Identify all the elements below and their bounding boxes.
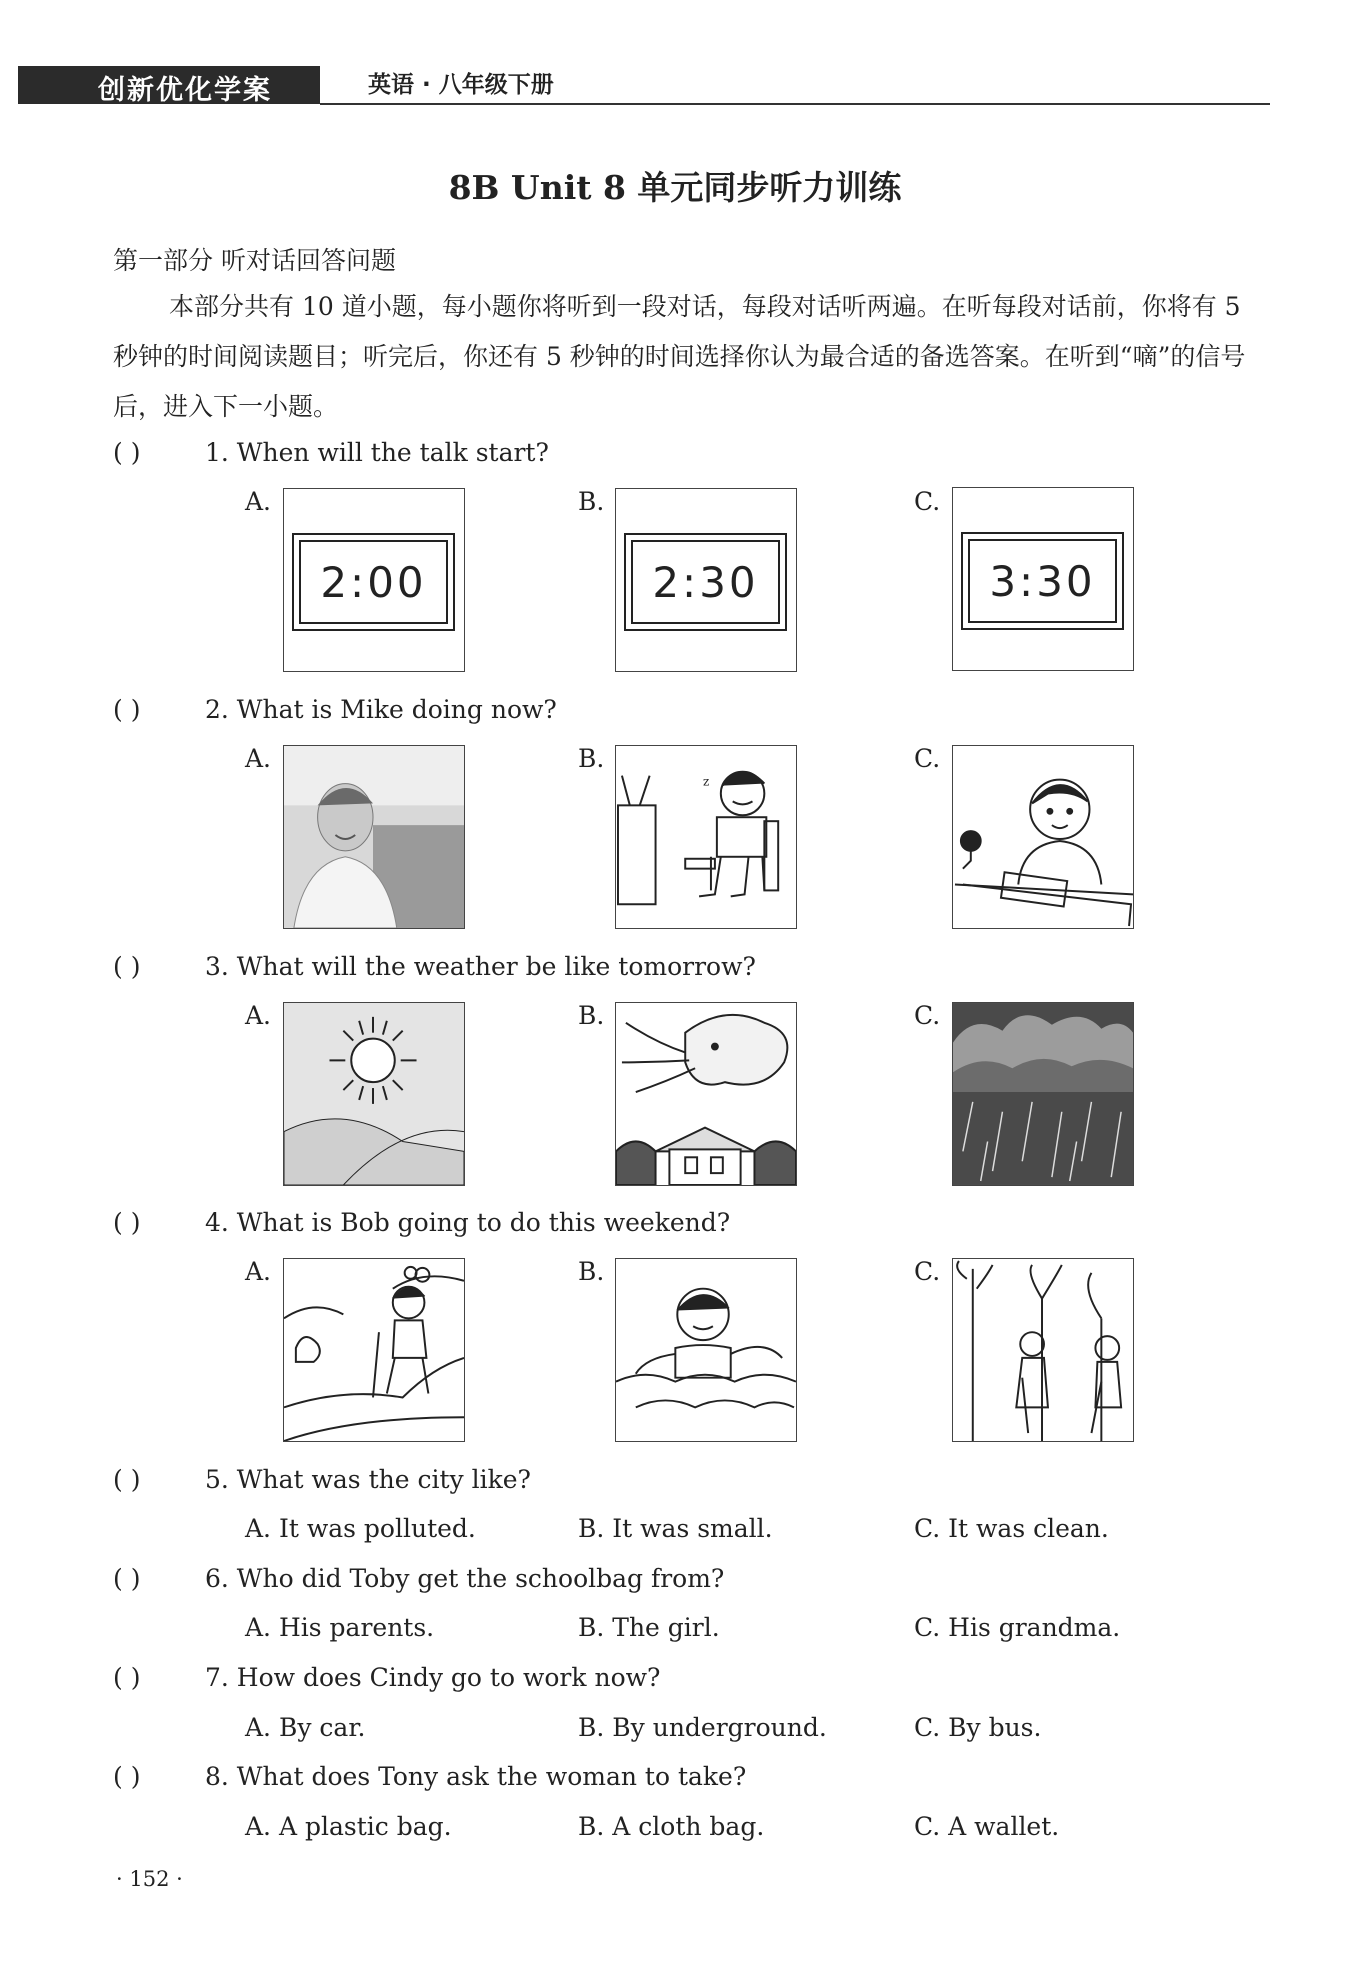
option-letter: B. (578, 1713, 605, 1742)
svg-text:z: z (703, 774, 710, 789)
answer-blank[interactable]: ( ) (113, 1663, 141, 1692)
man-photo-picture[interactable] (283, 745, 465, 929)
question-3 (113, 952, 756, 981)
option-text: It was polluted. (278, 1514, 476, 1543)
option-c[interactable] (914, 1812, 1059, 1841)
question-8 (113, 1762, 746, 1791)
option-a[interactable] (245, 1613, 434, 1642)
option-text: By car. (278, 1713, 366, 1742)
option-text: A wallet. (948, 1812, 1060, 1841)
header-rule (320, 103, 1270, 105)
option-letter: A. (245, 1812, 272, 1841)
option-letter: A. (245, 1514, 272, 1543)
digital-clock (961, 532, 1124, 630)
question-5 (113, 1465, 531, 1494)
question-1 (113, 438, 549, 467)
answer-blank[interactable]: ( ) (113, 1465, 141, 1494)
question-4 (113, 1208, 730, 1237)
answer-blank[interactable]: ( ) (113, 1564, 141, 1593)
question-2 (113, 695, 557, 724)
option-letter: C. (914, 487, 941, 516)
option-letter: A. (245, 1713, 272, 1742)
answer-blank[interactable]: ( ) (113, 695, 141, 724)
option-text: It was small. (612, 1514, 773, 1543)
option-letter: B. (578, 1257, 605, 1286)
option-text: A cloth bag. (612, 1812, 765, 1841)
question-7 (113, 1663, 660, 1692)
option-text: His grandma. (948, 1613, 1121, 1642)
question-stem: 4. What is Bob going to do this weekend? (205, 1208, 731, 1237)
clock-time: 2:00 (299, 540, 448, 624)
question-stem: 3. What will the weather be like tomorrow? (205, 952, 756, 981)
option-letter: C. (914, 1613, 941, 1642)
hiking-picture[interactable] (283, 1258, 465, 1442)
question-stem: 8. What does Tony ask the woman to take? (205, 1762, 747, 1791)
option-b[interactable] (578, 1613, 720, 1642)
option-b[interactable] (578, 1514, 773, 1543)
boy-watching-tv-picture[interactable] (615, 745, 797, 929)
option-b[interactable] (578, 1812, 764, 1841)
option-letter: A. (245, 487, 272, 516)
swimming-picture[interactable] (615, 1258, 797, 1442)
option-letter: B. (578, 1812, 605, 1841)
header-brand: 创新优化学案 (98, 75, 272, 106)
option-letter: B. (578, 744, 605, 773)
option-letter: B. (578, 487, 605, 516)
option-letter: C. (914, 1514, 941, 1543)
option-c[interactable] (914, 1613, 1120, 1642)
answer-blank[interactable]: ( ) (113, 952, 141, 981)
option-letter: B. (578, 1613, 605, 1642)
option-letter: A. (245, 1257, 272, 1286)
boy-writing-picture[interactable] (952, 745, 1134, 929)
instructions: 本部分共有 10 道小题，每小题你将听到一段对话，每段对话听两遍。在听每段对话前，你将有 5 秒钟的时间阅读题目；听完后，你还有 5 秒钟的时间选择你认为最合适的备选答案。在听到“嘀”的信号后，进入下一小题。 (113, 292, 1246, 421)
question-stem: 6. Who did Toby get the schoolbag from? (205, 1564, 725, 1593)
option-letter: B. (578, 1514, 605, 1543)
question-6 (113, 1564, 724, 1593)
option-c-clock-picture[interactable] (952, 487, 1134, 671)
option-letter: A. (245, 1001, 272, 1030)
option-a[interactable] (245, 1812, 452, 1841)
option-b[interactable] (578, 1713, 827, 1742)
option-letter: C. (914, 1001, 941, 1030)
option-text: A plastic bag. (278, 1812, 452, 1841)
option-letter: A. (245, 1613, 272, 1642)
option-c[interactable] (914, 1514, 1109, 1543)
clock-time: 3:30 (968, 539, 1117, 623)
section-heading: 第一部分 听对话回答问题 (113, 246, 396, 275)
option-letter: A. (245, 744, 272, 773)
option-a-clock-picture[interactable] (283, 488, 465, 672)
question-stem: 2. What is Mike doing now? (205, 695, 557, 724)
option-a[interactable] (245, 1514, 476, 1543)
windy-weather-picture[interactable] (615, 1002, 797, 1186)
digital-clock (624, 533, 787, 631)
option-letter: B. (578, 1001, 605, 1030)
option-letter: C. (914, 1812, 941, 1841)
clock-time: 2:30 (631, 540, 780, 624)
sunny-weather-picture[interactable] (283, 1002, 465, 1186)
option-a[interactable] (245, 1713, 365, 1742)
option-letter: C. (914, 744, 941, 773)
option-c[interactable] (914, 1713, 1041, 1742)
rainy-weather-picture[interactable] (952, 1002, 1134, 1186)
digital-clock (292, 533, 455, 631)
answer-blank[interactable]: ( ) (113, 1762, 141, 1791)
option-text: By underground. (612, 1713, 827, 1742)
option-text: The girl. (612, 1613, 720, 1642)
planting-trees-picture[interactable] (952, 1258, 1134, 1442)
page-number: · 152 · (116, 1867, 183, 1891)
option-letter: C. (914, 1713, 941, 1742)
option-text: His parents. (278, 1613, 435, 1642)
header-subject: 英语 · 八年级下册 (368, 72, 554, 98)
option-text: By bus. (948, 1713, 1042, 1742)
question-stem: 5. What was the city like? (205, 1465, 531, 1494)
question-stem: 1. When will the talk start? (205, 438, 549, 467)
answer-blank[interactable]: ( ) (113, 438, 141, 467)
option-letter: C. (914, 1257, 941, 1286)
option-text: It was clean. (948, 1514, 1109, 1543)
option-b-clock-picture[interactable] (615, 488, 797, 672)
answer-blank[interactable]: ( ) (113, 1208, 141, 1237)
question-stem: 7. How does Cindy go to work now? (205, 1663, 661, 1692)
page-title: 8B Unit 8 单元同步听力训练 (448, 168, 902, 207)
